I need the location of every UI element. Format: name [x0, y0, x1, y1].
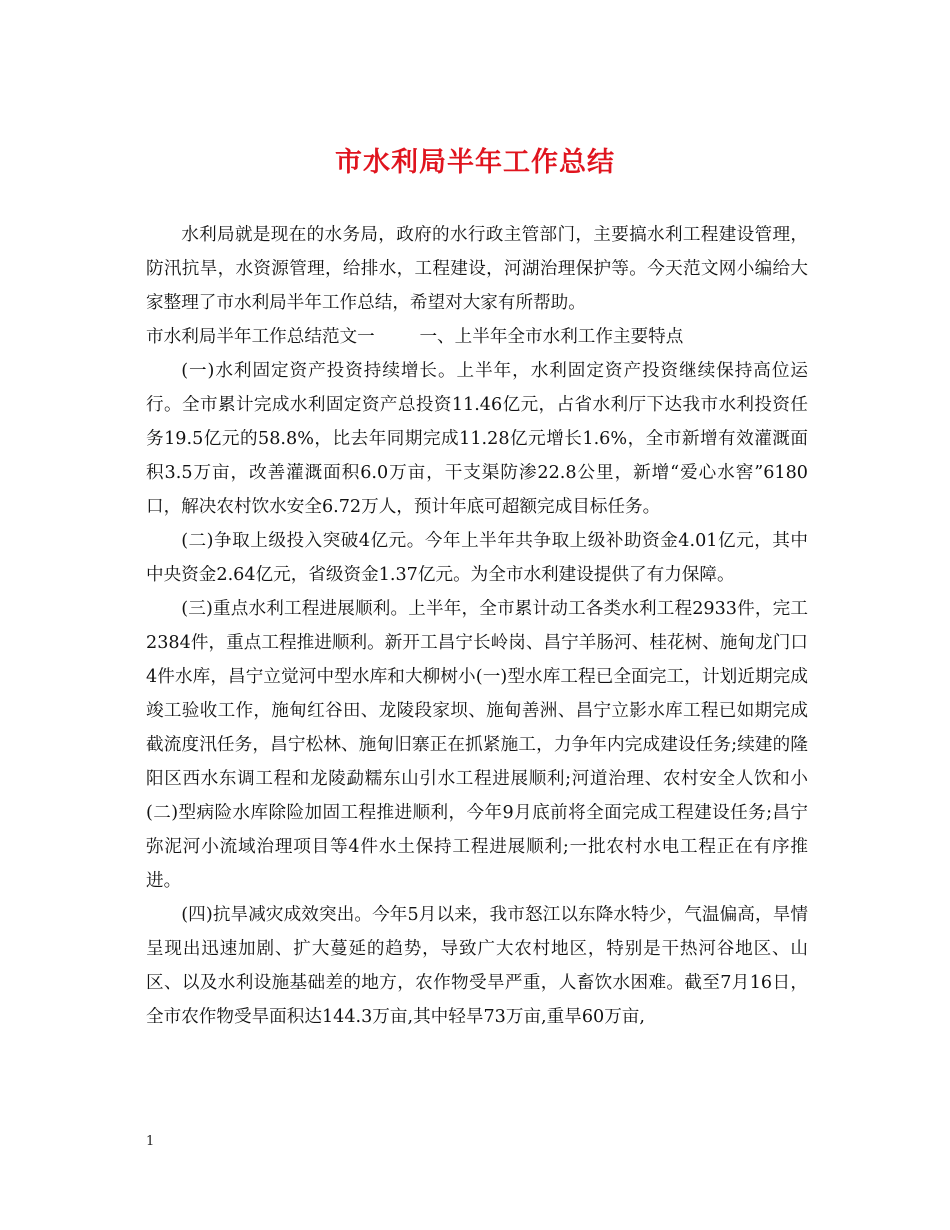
- paragraph-funding: (二)争取上级投入突破4亿元。今年上半年共争取上级补助资金4.01亿元，其中中央资金2.64亿元，省级资金1.37亿元。为全市水利建设提供了有力保障。: [146, 531, 808, 585]
- section-heading: 市水利局半年工作总结范文一 一、上半年全市水利工作主要特点: [146, 327, 684, 347]
- paragraph-key-projects: (三)重点水利工程进展顺利。上半年，全市累计动工各类水利工程2933件，完工2384件，重点工程推进顺利。新开工昌宁长岭岗、昌宁羊肠河、桂花树、施甸龙门口4件水库，昌宁立觉河中型水库和大柳树小(一)型水库工程已全面完工，计划近期完成竣工验收工作，施甸红谷田、龙陵段家坝、施甸善洲、昌宁立影水库工程已如期完成截流度汛任务，昌宁松林、施甸旧寨正在抓紧施工，力争年内完成建设任务;续建的隆阳区西水东调工程和龙陵勐糯东山引水工程进展顺利;河道治理、农村安全人饮和小(二)型病险水库除险加固工程推进顺利，今年9月底前将全面完成工程建设任务;昌宁弥泥河小流域治理项目等4件水土保持工程进展顺利;一批农村水电工程正在有序推进。: [146, 599, 808, 891]
- document-body: [146, 218, 808, 1034]
- intro-paragraph: 水利局就是现在的水务局，政府的水行政主管部门，主要搞水利工程建设管理，防汛抗旱，水资源管理，给排水，工程建设，河湖治理保护等。今天范文网小编给大家整理了市水利局半年工作总结，希望对大家有所帮助。: [146, 225, 808, 313]
- paragraph-investment: (一)水利固定资产投资持续增长。上半年，水利固定资产投资继续保持高位运行。全市累计完成水利固定资产总投资11.46亿元，占省水利厅下达我市水利投资任务19.5亿元的58.8%，比去年同期完成11.28亿元增长1.6%，全市新增有效灌溉面积3.5万亩，改善灌溉面积6.0万亩，干支渠防渗22.8公里，新增“爱心水窖”6180口，解决农村饮水安全6.72万人，预计年底可超额完成目标任务。: [146, 361, 808, 517]
- paragraph-drought-relief: (四)抗旱减灾成效突出。今年5月以来，我市怒江以东降水特少，气温偏高，旱情呈现出迅速加剧、扩大蔓延的趋势，导致广大农村地区，特别是干热河谷地区、山区、以及水利设施基础差的地方，农作物受旱严重，人畜饮水困难。截至7月16日，全市农作物受旱面积达144.3万亩,其中轻旱73万亩,重旱60万亩,: [146, 905, 808, 1027]
- page-number: 1: [146, 1134, 155, 1149]
- document-title: 市水利局半年工作总结: [335, 147, 615, 178]
